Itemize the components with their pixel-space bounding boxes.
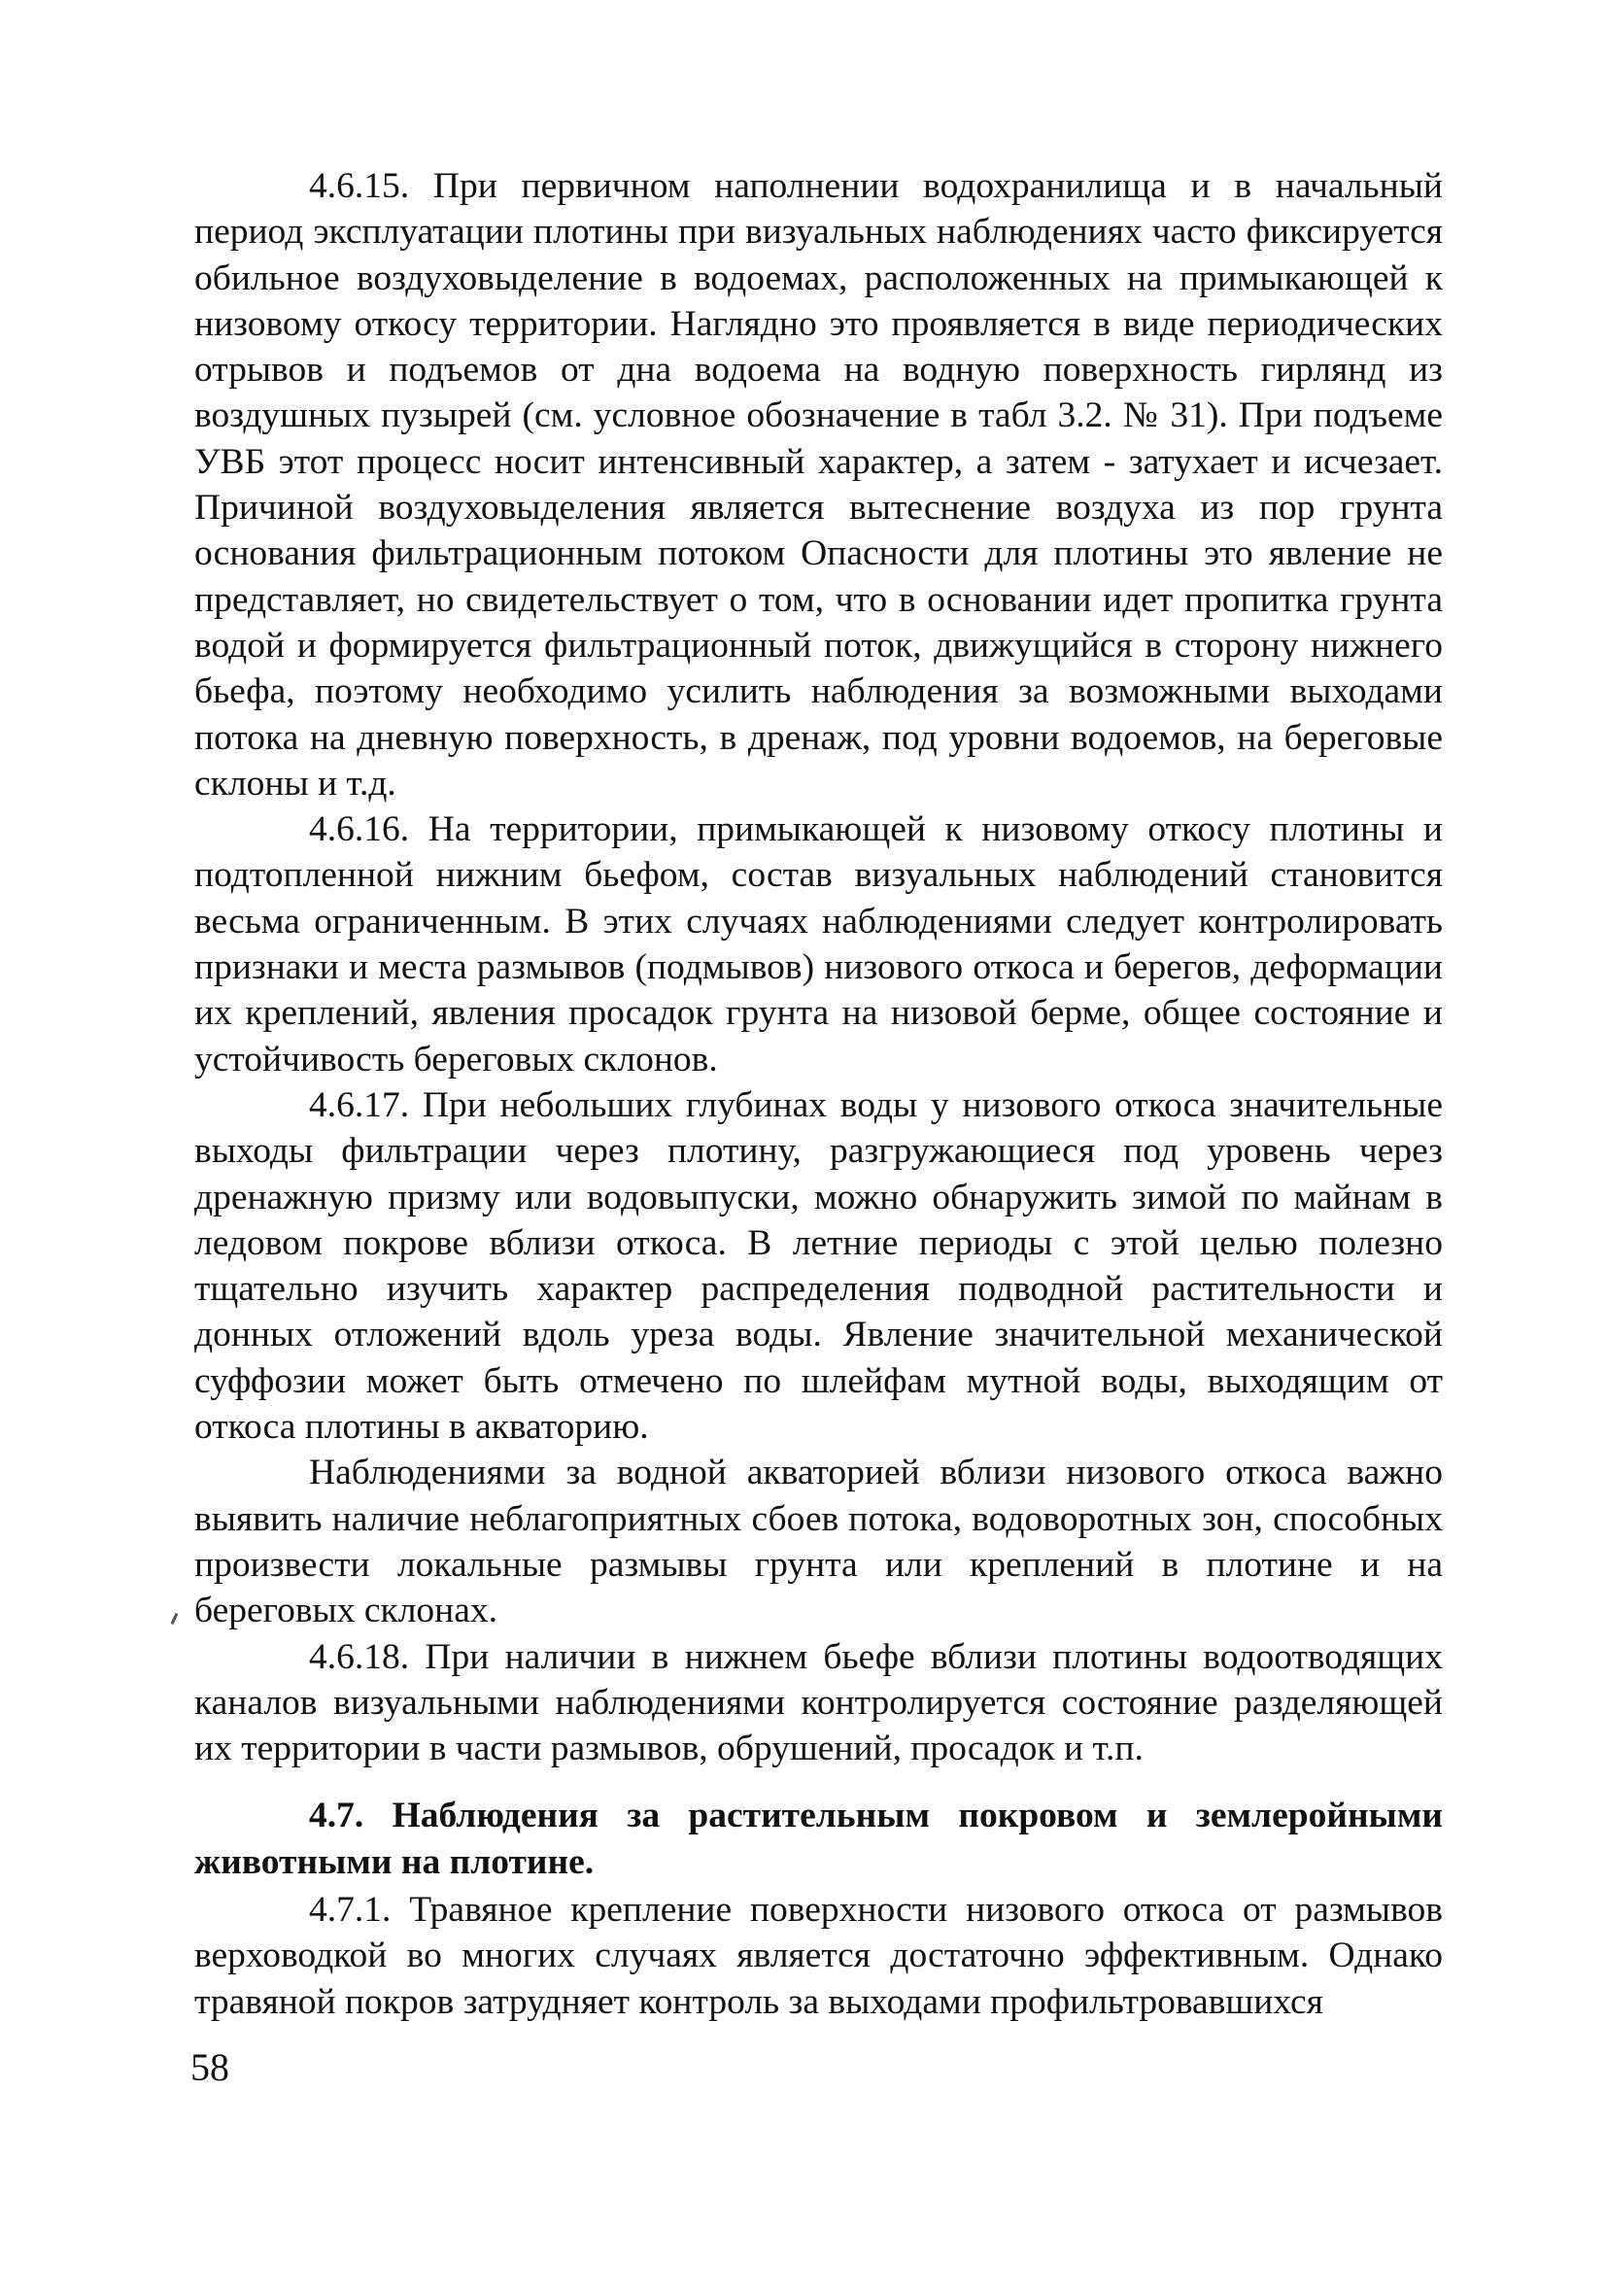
page-number: 58	[190, 2045, 229, 2089]
paragraph-4-6-18: 4.6.18. При наличии в нижнем бьефе вблизи плотины водоотводящих каналов визуальными наблюдениями контролируется состояние разделяющей их территории в части размывов, обрушений, просадок и т.п.	[194, 1636, 1443, 1769]
scan-artifact-mark	[171, 1613, 179, 1625]
paragraph-observations: Наблюдениями за водной акваторией вблизи низового откоса важно выявить наличие неблагоприятных сбоев потока, водоворотных зон, способных произвести локальные размывы грунта или креплений в плотине и на береговых склонах.	[194, 1453, 1443, 1631]
paragraph-4-6-16: 4.6.16. На территории, примыкающей к низовому откосу плотины и подтопленной нижним бьефом, состав визуальных наблюдений становится весьма ограниченным. В этих случаях наблюдениями следует контролировать признаки и места размывов (подмывов) низового откоса и берегов, деформации их креплений, явления просадок грунта на низовой берме, общее состояние и устойчивость береговых склонов.	[194, 809, 1443, 1079]
paragraph-4-6-17: 4.6.17. При небольших глубинах воды у низового откоса значительные выходы фильтрации через плотину, разгружающиеся под уровень через дренажную призму или водовыпуски, можно обнаружить зимой по майнам в ледовом покрове вблизи откоса. В летние периоды с этой целью полезно тщательно изучить характер распределения подводной растительности и донных отложений вдоль уреза воды. Явление значительной механической суффозии может быть отмечено по шлейфам мутной воды, выходящим от откоса плотины в акваторию.	[194, 1084, 1443, 1448]
paragraph-4-7-1: 4.7.1. Травяное крепление поверхности низового откоса от размывов верховодкой во многих случаях является достаточно эффективным. Однако травяной покров затрудняет контроль за выходами профильтровавшихся	[194, 1889, 1443, 2022]
paragraph-4-6-15: 4.6.15. При первичном наполнении водохранилища и в начальный период эксплуатации плотины при визуальных наблюдениях часто фиксируется обильное воздуховыделение в водоемах, расположенных на примыкающей к низовому откосу территории. Наглядно это проявляется в виде периодических отрывов и подъемов от дна водоема на водную поверхность гирлянд из воздушных пузырей (см. условное обозначение в табл 3.2. № 31). При подъеме УВБ этот процесс носит интенсивный характер, а затем - затухает и исчезает. Причиной воздуховыделения является вытеснение воздуха из пор грунта основания фильтрационным потоком Опасности для плотины это явление не представляет, но свидетельствует о том, что в основании идет пропитка грунта водой и формируется фильтрационный поток, движущийся в сторону нижнего бьефа, поэтому необходимо усилить наблюдения за возможными выходами потока на дневную поверхность, в дренаж, под уровни водоемов, на береговые склоны и т.д.	[194, 166, 1443, 804]
section-heading-4-7: 4.7. Наблюдения за растительным покровом и землеройными животными на плотине.	[194, 1796, 1443, 1882]
document-body	[194, 163, 1443, 2025]
